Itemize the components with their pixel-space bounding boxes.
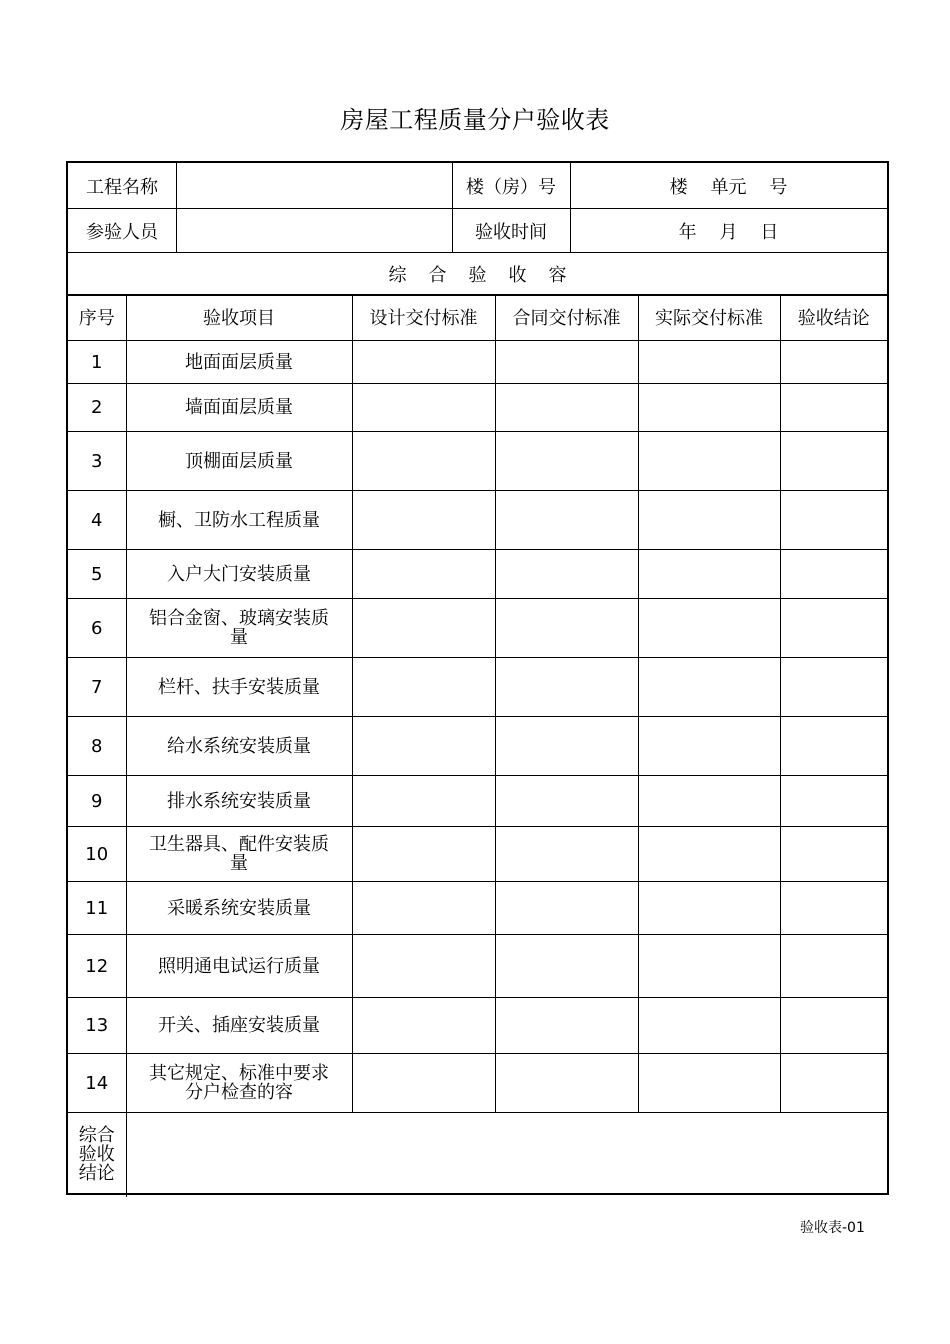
design-standard-cell[interactable] [352,827,495,882]
item-number: 10 [68,827,126,882]
conclusion-cell[interactable] [780,550,887,599]
contract-standard-cell[interactable] [495,935,638,998]
actual-standard-cell[interactable] [638,717,780,776]
conclusion-cell[interactable] [780,882,887,935]
conclusion-cell[interactable] [780,998,887,1054]
table-row [68,384,887,432]
contract-standard-cell[interactable] [495,998,638,1054]
item-number: 8 [68,717,126,776]
overall-conclusion-label-cell [68,1113,126,1197]
building-number-label: 楼（房）号 [466,176,556,198]
table-row [68,717,887,776]
contract-standard-cell[interactable] [495,550,638,599]
design-standard-cell[interactable] [352,432,495,491]
item-name: 开关、插座安装质量 [126,998,352,1054]
design-standard-cell[interactable] [352,599,495,658]
actual-standard-cell[interactable] [638,550,780,599]
item-name: 铝合金窗、玻璃安装质量 [126,599,352,658]
conclusion-cell[interactable] [780,827,887,882]
item-name: 照明通电试运行质量 [126,935,352,998]
acceptance-time-label: 验收时间 [475,221,547,243]
actual-standard-cell[interactable] [638,384,780,432]
conclusion-cell[interactable] [780,776,887,827]
design-standard-cell[interactable] [352,717,495,776]
building-number-field[interactable]: 楼 单元 号 [669,176,788,198]
table-row [68,341,887,384]
item-name: 其它规定、标准中要求分户检查的容 [126,1054,352,1113]
header-row-inspectors [68,209,887,253]
design-standard-cell[interactable] [352,384,495,432]
table-row [68,776,887,827]
table-row [68,491,887,550]
contract-standard-cell[interactable] [495,1054,638,1113]
actual-standard-cell[interactable] [638,935,780,998]
conclusion-cell[interactable] [780,658,887,717]
column-header-actual-standard: 实际交付标准 [638,296,780,341]
actual-standard-cell[interactable] [638,491,780,550]
table-row [68,935,887,998]
item-name: 墙面面层质量 [126,384,352,432]
acceptance-form [66,161,889,1195]
acceptance-time-field[interactable]: 年 月 日 [678,221,779,243]
project-name-label: 工程名称 [86,176,158,198]
item-name: 排水系统安装质量 [126,776,352,827]
design-standard-cell[interactable] [352,341,495,384]
conclusion-cell[interactable] [780,432,887,491]
table-row [68,827,887,882]
column-header-design-standard: 设计交付标准 [352,296,495,341]
item-number: 5 [68,550,126,599]
conclusion-cell[interactable] [780,717,887,776]
item-number: 4 [68,491,126,550]
inspectors-field[interactable] [176,209,452,252]
item-number: 7 [68,658,126,717]
design-standard-cell[interactable] [352,1054,495,1113]
overall-conclusion-field[interactable] [126,1113,887,1197]
contract-standard-cell[interactable] [495,599,638,658]
contract-standard-cell[interactable] [495,341,638,384]
item-number: 2 [68,384,126,432]
table-row [68,550,887,599]
item-number: 1 [68,341,126,384]
item-name: 卫生器具、配件安装质量 [126,827,352,882]
conclusion-cell[interactable] [780,599,887,658]
contract-standard-cell[interactable] [495,432,638,491]
conclusion-cell[interactable] [780,491,887,550]
conclusion-cell[interactable] [780,1054,887,1113]
table-row [68,599,887,658]
actual-standard-cell[interactable] [638,776,780,827]
table-row [68,432,887,491]
item-number: 9 [68,776,126,827]
conclusion-cell[interactable] [780,341,887,384]
contract-standard-cell[interactable] [495,827,638,882]
column-header-contract-standard: 合同交付标准 [495,296,638,341]
actual-standard-cell[interactable] [638,432,780,491]
item-number: 12 [68,935,126,998]
actual-standard-cell[interactable] [638,998,780,1054]
column-header-row [68,296,887,341]
contract-standard-cell[interactable] [495,658,638,717]
contract-standard-cell[interactable] [495,491,638,550]
table-row [68,998,887,1054]
item-number: 3 [68,432,126,491]
design-standard-cell[interactable] [352,776,495,827]
contract-standard-cell[interactable] [495,776,638,827]
conclusion-cell[interactable] [780,935,887,998]
design-standard-cell[interactable] [352,882,495,935]
item-number: 14 [68,1054,126,1113]
section-title: 综合验收容 [388,264,589,286]
item-number: 6 [68,599,126,658]
section-title-row [68,253,887,295]
design-standard-cell[interactable] [352,550,495,599]
contract-standard-cell[interactable] [495,882,638,935]
item-name: 地面面层质量 [126,341,352,384]
table-row [68,658,887,717]
actual-standard-cell[interactable] [638,1054,780,1113]
table-row [68,882,887,935]
project-name-field[interactable] [176,163,452,208]
header-row-project [68,163,887,209]
item-name: 采暖系统安装质量 [126,882,352,935]
item-number: 13 [68,998,126,1054]
contract-standard-cell[interactable] [495,384,638,432]
design-standard-cell[interactable] [352,658,495,717]
item-number: 11 [68,882,126,935]
form-code: 验收表-01 [800,1220,865,1236]
inspectors-label: 参验人员 [86,221,158,243]
actual-standard-cell[interactable] [638,599,780,658]
inspection-table [68,295,887,1197]
column-header-no: 序号 [68,296,126,341]
overall-conclusion-row [68,1113,887,1197]
actual-standard-cell[interactable] [638,827,780,882]
contract-standard-cell[interactable] [495,717,638,776]
item-name: 给水系统安装质量 [126,717,352,776]
design-standard-cell[interactable] [352,935,495,998]
column-header-conclusion: 验收结论 [780,296,887,341]
actual-standard-cell[interactable] [638,882,780,935]
column-header-item: 验收项目 [126,296,352,341]
design-standard-cell[interactable] [352,998,495,1054]
page-title: 房屋工程质量分户验收表 [340,106,610,134]
overall-conclusion-label: 综合验收结论 [78,1125,115,1185]
table-row [68,1054,887,1113]
actual-standard-cell[interactable] [638,658,780,717]
item-name: 橱、卫防水工程质量 [126,491,352,550]
actual-standard-cell[interactable] [638,341,780,384]
item-name: 栏杆、扶手安装质量 [126,658,352,717]
conclusion-cell[interactable] [780,384,887,432]
design-standard-cell[interactable] [352,491,495,550]
item-name: 入户大门安装质量 [126,550,352,599]
item-name: 顶棚面层质量 [126,432,352,491]
